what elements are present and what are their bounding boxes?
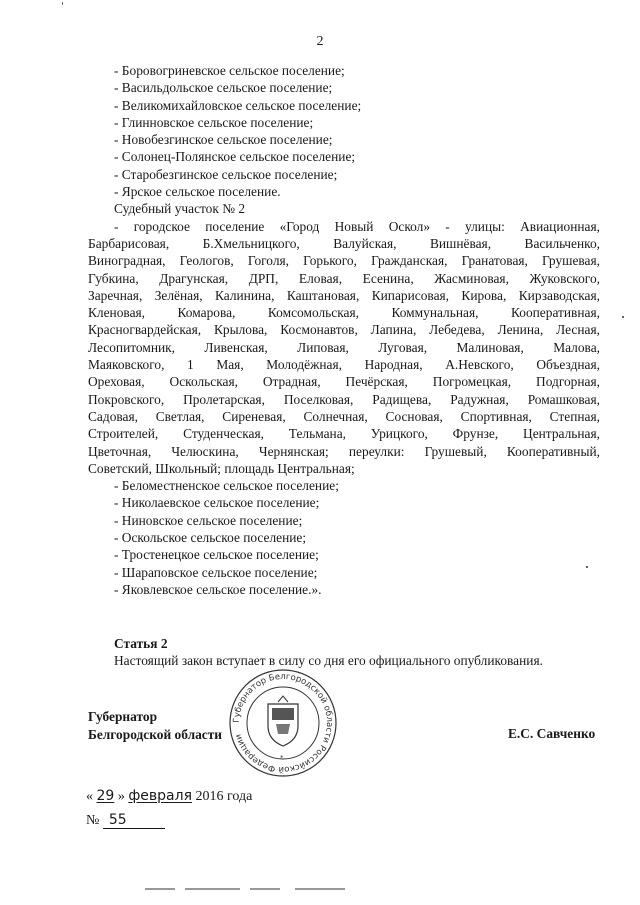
date-line [86, 788, 252, 805]
list-item: - Оскольское сельское поселение; [114, 530, 307, 546]
list-item: - Яковлевское сельское поселение.». [114, 581, 322, 597]
paragraph-line: Губкина, Драгунская, ДРП, Еловая, Есенина, Жасминовая, Жуковского, [88, 270, 600, 286]
streets-paragraph [88, 218, 600, 477]
coat-of-arms-icon [268, 696, 298, 746]
article-title: Статья 2 [114, 636, 168, 651]
list-item: - Боровогриневское сельское поселение; [114, 63, 345, 78]
signatory-name: Е.С. Савченко [508, 726, 596, 741]
list-item: - Новобезгинское сельское поселение; [114, 132, 333, 148]
scan-speck [62, 2, 63, 5]
seal-star-icon: * [280, 754, 284, 762]
official-seal [228, 668, 338, 778]
list-item: - Николаевское сельское поселение; [114, 495, 320, 511]
paragraph-line: Красногвардейская, Крылова, Космонавтов, Лапина, Лебедева, Ленина, Лесная, [88, 322, 600, 338]
section-heading: Судебный участок № 2 [114, 201, 246, 217]
signature-position: Губернатор [88, 709, 158, 724]
number-value: 55 [103, 812, 165, 829]
list-item: - Великомихайловское сельское поселение; [114, 97, 362, 113]
date-suffix: года [227, 789, 253, 804]
signature-position: Белгородской области [88, 727, 223, 742]
list-item: - Беломестненское сельское поселение; [114, 478, 339, 494]
list-item: - Ниновское сельское поселение; [114, 512, 303, 528]
date-day: 29 [96, 788, 115, 804]
number-line [86, 812, 165, 829]
paragraph-line: Цветочная, Челюскина, Чернянская; переулки: Грушевый, Кооперативный, [88, 443, 600, 459]
list-item: - Васильдольское сельское поселение; [114, 80, 333, 96]
date-year: 2016 [195, 789, 224, 804]
page-number: 2 [316, 34, 324, 49]
paragraph-line: - городское поселение «Город Новый Оскол» - улицы: Авиационная, [114, 218, 600, 234]
paragraph-line: Покровского, Пролетарская, Поселковая, Радищева, Радужная, Ромашковая, [88, 391, 600, 407]
list-item: - Старобезгинское сельское поселение; [114, 166, 338, 182]
paragraph-line: Кленовая, Комарова, Комсомольская, Коммунальная, Кооперативная, [88, 305, 600, 321]
paragraph-line: Строителей, Студенческая, Тельмана, Урицкого, Фрунзе, Центральная, [88, 426, 600, 442]
paragraph-line: Виноградная, Геологов, Гоголя, Горького, Гражданская, Гранатовая, Грушевая, [88, 253, 600, 269]
list-item: - Тростенецкое сельское поселение; [114, 547, 319, 563]
list-item: - Солонец-Полянское сельское поселение; [114, 149, 356, 165]
paragraph-line: Барбарисовая, Б.Хмельницкого, Валуйская, Вишнёвая, Васильченко, [88, 235, 600, 251]
scan-speck [586, 566, 588, 568]
list-item: - Глинновское сельское поселение; [114, 114, 314, 130]
number-label: № [86, 813, 100, 828]
paragraph-line: Заречная, Зелёная, Калинина, Каштановая, Кипарисовая, Кирова, Кирзаводская, [88, 287, 600, 303]
signature-block [88, 708, 222, 744]
document-body [88, 62, 600, 598]
list-item: - Ярское сельское поселение. [114, 184, 281, 200]
paragraph-line: Маяковского, 1 Мая, Молодёжная, Народная, А.Невского, Объездная, [88, 357, 600, 373]
article-text: Настоящий закон вступает в силу со дня его официального опубликования. [114, 653, 543, 668]
date-open-quote: « [86, 789, 93, 804]
list-item: - Шараповское сельское поселение; [114, 564, 318, 580]
paragraph-line: Советский, Школьный; площадь Центральная; [88, 460, 355, 476]
seal-ring-textpath: Губернатор Белгородской области Российской Федерации [231, 671, 335, 775]
date-month: февраля [128, 788, 192, 804]
paragraph-line: Садовая, Светлая, Сиреневая, Солнечная, Сосновая, Спортивная, Степная, [88, 408, 600, 424]
scan-marks [145, 886, 345, 892]
paragraph-line: Лесопитомник, Ливенская, Липовая, Луговая, Малиновая, Малова, [88, 339, 600, 355]
date-close-quote: » [117, 789, 125, 804]
scan-speck [622, 316, 624, 318]
paragraph-line: Ореховая, Оскольская, Отрадная, Печёрская, Погромецкая, Подгорная, [88, 374, 600, 390]
